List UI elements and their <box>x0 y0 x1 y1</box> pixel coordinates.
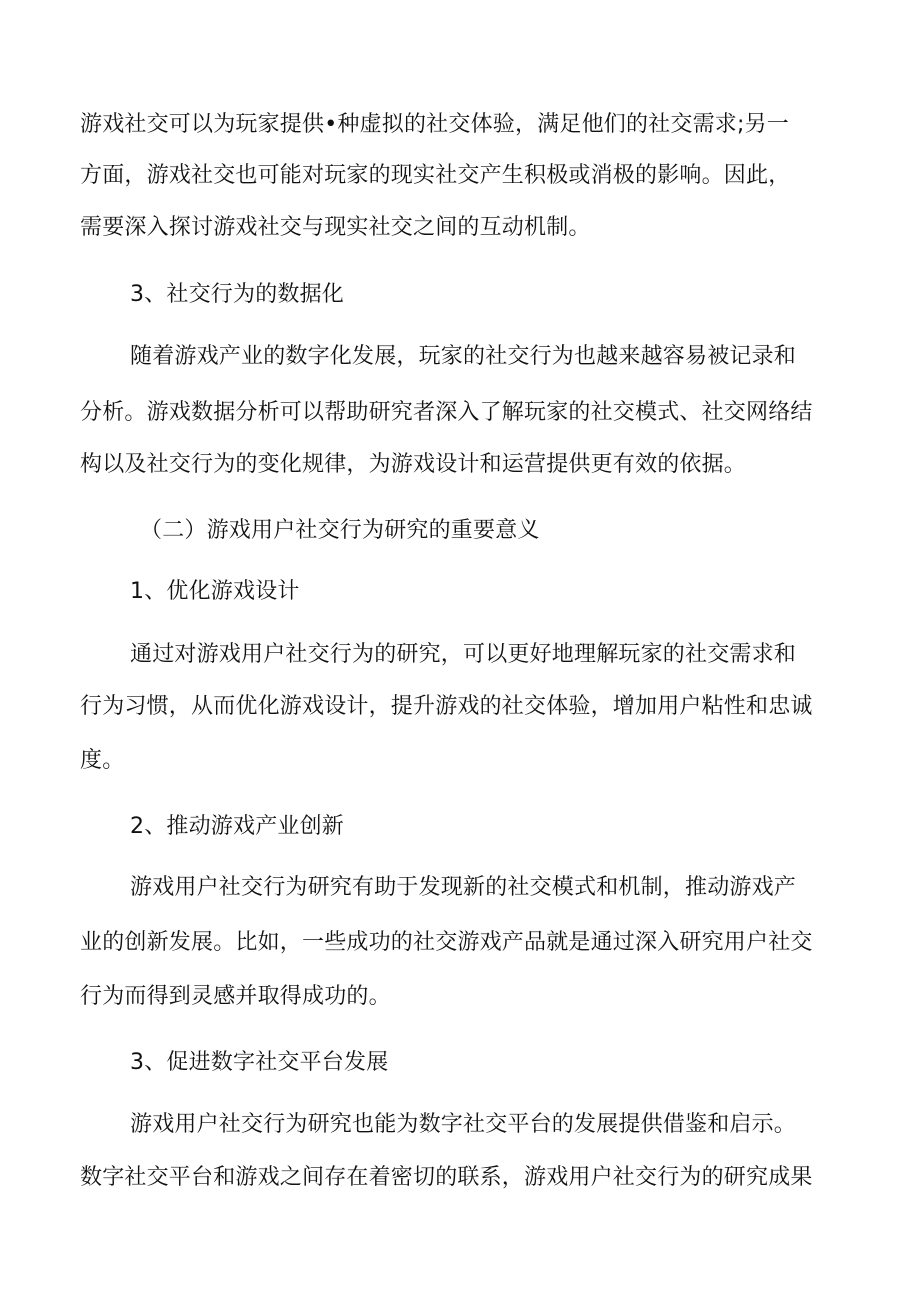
section-heading: 3、促进数字社交平台发展 <box>130 1050 389 1075</box>
body-text-line: 游戏用户社交行为研究有助于发现新的社交模式和机制，推动游戏产 <box>130 875 797 900</box>
section-heading: 3、社交行为的数据化 <box>130 282 344 307</box>
body-text-line: 游戏用户社交行为研究也能为数字社交平台的发展提供借鉴和启示。 <box>130 1112 797 1137</box>
body-text-line: 行为而得到灵感并取得成功的。 <box>80 984 391 1009</box>
body-text-line: 方面，游戏社交也可能对玩家的现实社交产生积极或消极的影响。因此， <box>80 163 791 188</box>
section-heading: 1、优化游戏设计 <box>130 579 300 604</box>
body-text-line: 游戏社交可以为玩家提供•种虚拟的社交体验，满足他们的社交需求;另一 <box>80 112 789 137</box>
body-text-line: 随着游戏产业的数字化发展，玩家的社交行为也越来越容易被记录和 <box>130 344 797 369</box>
body-text-line: 需要深入探讨游戏社交与现实社交之间的互动机制。 <box>80 215 591 240</box>
body-text-line: 数字社交平台和游戏之间存在着密切的联系，游戏用户社交行为的研究成果 <box>80 1165 813 1190</box>
body-text-line: 构以及社交行为的变化规律，为游戏设计和运营提供更有效的依据。 <box>80 452 747 477</box>
body-text-line: 分析。游戏数据分析可以帮助研究者深入了解玩家的社交模式、社交网络结 <box>80 400 813 425</box>
section-heading: 2、推动游戏产业创新 <box>130 814 344 839</box>
body-text-line: 度。 <box>80 748 125 773</box>
body-text-line: 业的创新发展。比如，一些成功的社交游戏产品就是通过深入研究用户社交 <box>80 930 813 955</box>
body-text-line: 通过对游戏用户社交行为的研究，可以更好地理解玩家的社交需求和 <box>130 642 797 667</box>
body-text-line: 行为习惯，从而优化游戏设计，提升游戏的社交体验，增加用户粘性和忠诚 <box>80 694 813 719</box>
chapter-heading: （二）游戏用户社交行为研究的重要意义 <box>140 518 540 543</box>
